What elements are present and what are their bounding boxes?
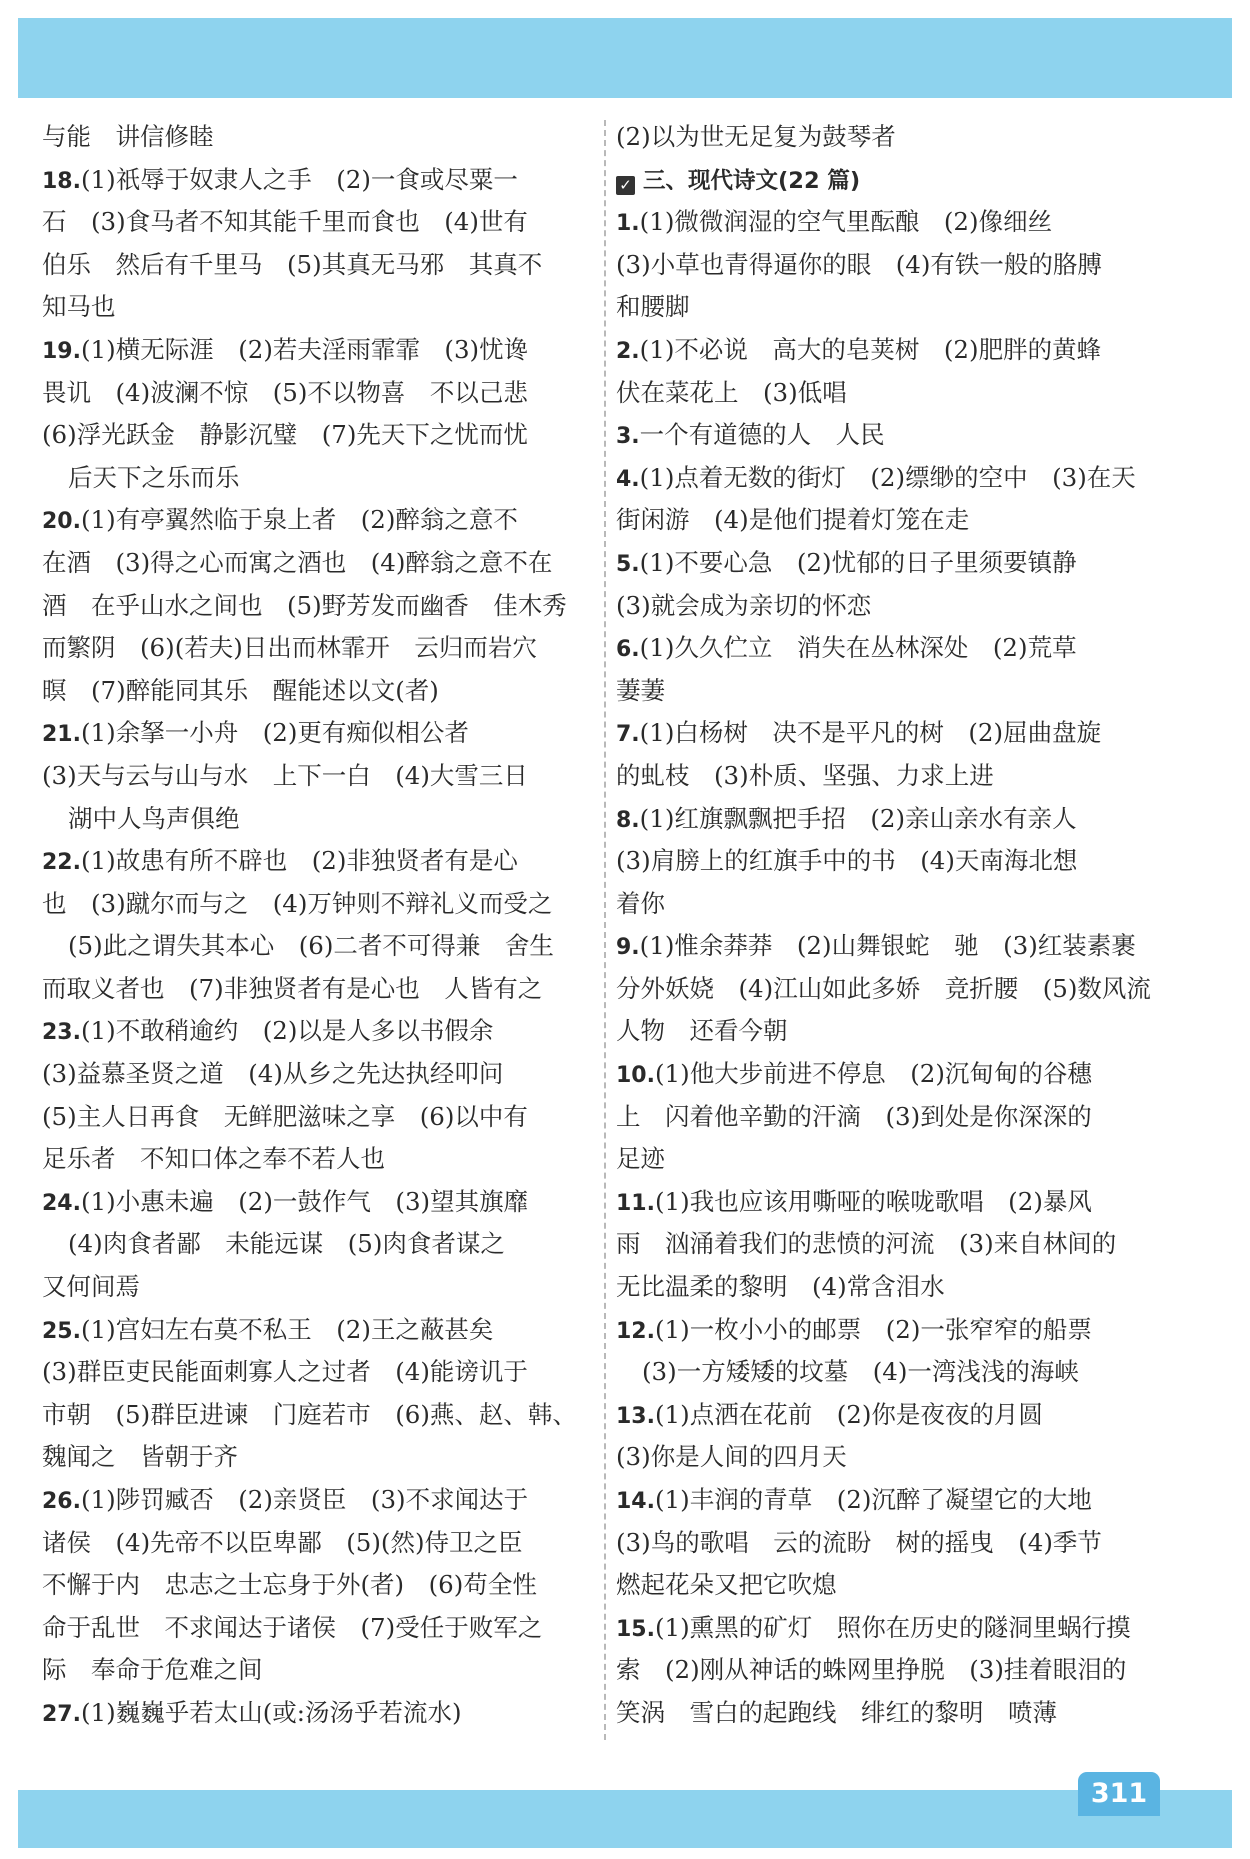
answer-line: (3)你是人间的四月天 <box>616 1442 847 1472</box>
answer-line: 命于乱世 不求闻达于诸侯 (7)受任于败军之 <box>42 1612 543 1642</box>
answer-text: (1)不要心急 (2)忧郁的日子里须要镇静 <box>639 547 1077 577</box>
answer-text: (1)惟余莽莽 (2)山舞银蛇 驰 (3)红装素裹 <box>639 931 1136 961</box>
answer-line: 石 (3)食马者不知其能千里而食也 (4)世有 <box>42 207 528 237</box>
item-number: 10. <box>616 1063 655 1089</box>
item-number: 19. <box>42 338 81 364</box>
answer-line: 湖中人鸟声俱绝 <box>68 803 240 833</box>
answer-line <box>42 840 594 883</box>
page-number: 311 <box>1078 1772 1160 1816</box>
answer-line <box>42 1181 594 1224</box>
item-number: 13. <box>616 1403 655 1429</box>
section-title: 三、现代诗文(22 篇) <box>643 167 861 194</box>
answer-line: (3)益慕圣贤之道 (4)从乡之先达执经叩问 <box>42 1059 504 1089</box>
answer-line: (3)鸟的歌唱 云的流盼 树的摇曳 (4)季节 <box>616 1527 1102 1557</box>
answer-line: 暝 (7)醉能同其乐 醒能述以文(者) <box>42 675 439 705</box>
answer-text: (1)横无际涯 (2)若夫淫雨霏霏 (3)忧谗 <box>80 334 529 364</box>
answer-text: (1)熏黑的矿灯 照你在历史的隧洞里蜗行摸 <box>654 1612 1131 1642</box>
answer-line <box>616 201 1168 244</box>
answer-line: 诸侯 (4)先帝不以臣卑鄙 (5)(然)侍卫之臣 <box>42 1527 523 1557</box>
item-number: 14. <box>616 1489 655 1514</box>
item-number: 9. <box>616 935 640 961</box>
answer-text: (1)祇辱于奴隶人之手 (2)一食或尽粟一 <box>80 164 518 194</box>
answer-line <box>616 414 1168 457</box>
item-number: 20. <box>42 509 81 535</box>
answer-line: 市朝 (5)群臣进谏 门庭若市 (6)燕、赵、韩、 <box>42 1399 577 1429</box>
answer-line: 索 (2)刚从神话的蛛网里挣脱 (3)挂着眼泪的 <box>616 1655 1127 1685</box>
answer-line <box>616 1309 1168 1352</box>
answer-line: (5)此之谓失其本心 (6)二者不可得兼 舍生 <box>68 931 554 961</box>
answer-line: (3)群臣吏民能面刺寡人之过者 (4)能谤讥于 <box>42 1357 528 1387</box>
item-number: 2. <box>616 338 640 364</box>
answer-text: (1)点洒在花前 (2)你是夜夜的月圆 <box>654 1399 1043 1429</box>
answer-line <box>42 1010 594 1053</box>
answer-line: 也 (3)蹴尔而与之 (4)万钟则不辩礼义而受之 <box>42 888 553 918</box>
answer-line: 分外妖娆 (4)江山如此多娇 竞折腰 (5)数风流 <box>616 973 1151 1003</box>
answer-text: (1)丰润的青草 (2)沉醉了凝望它的大地 <box>654 1485 1092 1514</box>
item-number: 21. <box>42 722 81 748</box>
answer-line <box>42 499 594 542</box>
section-heading <box>616 159 1168 202</box>
item-number: 26. <box>42 1489 81 1514</box>
header-band <box>18 18 1232 98</box>
answer-line: (3)肩膀上的红旗手中的书 (4)天南海北想 <box>616 846 1078 876</box>
item-number: 18. <box>42 168 81 194</box>
answer-line <box>616 329 1168 372</box>
answer-line: (3)天与云与山与水 上下一白 (4)大雪三日 <box>42 760 528 790</box>
answer-text: (1)故患有所不辟也 (2)非独贤者有是心 <box>80 846 518 876</box>
answer-text: (1)陟罚臧否 (2)亲贤臣 (3)不求闻达于 <box>80 1485 529 1514</box>
answer-line: 畏讥 (4)波澜不惊 (5)不以物喜 不以己悲 <box>42 377 528 407</box>
answer-line <box>616 542 1168 585</box>
answer-text: (1)一枚小小的邮票 (2)一张窄窄的船票 <box>654 1314 1092 1344</box>
right-column <box>616 116 1168 1735</box>
answer-line <box>616 1181 1168 1224</box>
answer-line: (2)以为世无足复为鼓琴者 <box>616 122 896 151</box>
answer-line <box>616 627 1168 670</box>
item-number: 24. <box>42 1190 81 1216</box>
answer-line: 后天下之乐而乐 <box>68 462 240 492</box>
left-column <box>42 116 594 1735</box>
answer-line: 不懈于内 忠志之士忘身于外(者) (6)苟全性 <box>42 1570 537 1600</box>
answer-line: 笑涡 雪白的起跑线 绯红的黎明 喷薄 <box>616 1697 1057 1727</box>
item-number: 4. <box>616 466 640 492</box>
item-number: 15. <box>616 1616 655 1642</box>
item-number: 23. <box>42 1020 81 1046</box>
answer-line: 雨 汹涌着我们的悲愤的河流 (3)来自林间的 <box>616 1229 1117 1259</box>
answer-line <box>616 712 1168 755</box>
answer-line <box>42 159 594 202</box>
item-number: 7. <box>616 722 640 748</box>
answer-text: (1)巍巍乎若太山(或:汤汤乎若流水) <box>80 1697 462 1727</box>
answer-line: 上 闪着他辛勤的汗滴 (3)到处是你深深的 <box>616 1101 1092 1131</box>
answer-line: 而取义者也 (7)非独贤者有是心也 人皆有之 <box>42 973 543 1003</box>
answer-line: (3)就会成为亲切的怀恋 <box>616 590 872 620</box>
checkbox-icon: ✓ <box>616 176 635 195</box>
answer-text: (1)有亭翼然临于泉上者 (2)醉翁之意不 <box>80 505 518 535</box>
answer-line: 魏闻之 皆朝于齐 <box>42 1442 238 1472</box>
answer-line <box>616 1394 1168 1437</box>
answer-text: (1)宫妇左右莫不私王 (2)王之蔽甚矣 <box>80 1314 494 1344</box>
answer-line: (4)肉食者鄙 未能远谋 (5)肉食者谋之 <box>68 1229 505 1259</box>
answer-line: 和腰脚 <box>616 292 690 322</box>
answer-text: (1)不敢稍逾约 (2)以是人多以书假余 <box>80 1016 494 1046</box>
item-number: 1. <box>616 211 640 237</box>
answer-line <box>616 457 1168 500</box>
answer-line <box>616 925 1168 968</box>
answer-line <box>616 1607 1168 1650</box>
item-number: 27. <box>42 1701 81 1727</box>
answer-line: 无比温柔的黎明 (4)常含泪水 <box>616 1272 945 1302</box>
answer-text: (1)不必说 高大的皂荚树 (2)肥胖的黄蜂 <box>639 334 1102 364</box>
answer-line: 酒 在乎山水之间也 (5)野芳发而幽香 佳木秀 <box>42 590 567 620</box>
answer-line <box>616 1479 1168 1522</box>
answer-line <box>42 1309 594 1352</box>
answer-line <box>616 798 1168 841</box>
answer-text: (1)微微润湿的空气里酝酿 (2)像细丝 <box>639 207 1053 237</box>
answer-line: 与能 讲信修睦 <box>42 122 214 151</box>
answer-line <box>42 1479 594 1522</box>
item-number: 5. <box>616 551 640 577</box>
answer-line: 萋萋 <box>616 675 665 705</box>
item-number: 22. <box>42 850 81 876</box>
answer-line: 伏在菜花上 (3)低唱 <box>616 377 847 407</box>
item-number: 3. <box>616 424 640 450</box>
answer-line <box>42 329 594 372</box>
answer-line: 在酒 (3)得之心而寓之酒也 (4)醉翁之意不在 <box>42 547 553 577</box>
answer-line: (3)小草也青得逼你的眼 (4)有铁一般的胳膊 <box>616 249 1102 279</box>
answer-text: (1)他大步前进不停息 (2)沉甸甸的谷穗 <box>654 1059 1092 1089</box>
answer-line: 知马也 <box>42 292 116 322</box>
answer-line: 际 奉命于危难之间 <box>42 1655 263 1685</box>
answer-line: 着你 <box>616 888 665 918</box>
answer-line: 燃起花朵又把它吹熄 <box>616 1570 837 1600</box>
answer-line: 伯乐 然后有千里马 (5)其真无马邪 其真不 <box>42 249 543 279</box>
answer-line: 而繁阴 (6)(若夫)日出而林霏开 云归而岩穴 <box>42 633 537 663</box>
answer-line <box>616 1053 1168 1096</box>
answer-line: 人物 还看今朝 <box>616 1016 788 1046</box>
item-number: 11. <box>616 1190 655 1216</box>
answer-text: (1)余拏一小舟 (2)更有痴似相公者 <box>80 718 469 748</box>
footer-band <box>18 1790 1232 1848</box>
item-number: 8. <box>616 807 640 833</box>
answer-line: 又何间焉 <box>42 1272 140 1302</box>
answer-text: (1)我也应该用嘶哑的喉咙歌唱 (2)暴风 <box>654 1186 1092 1216</box>
answer-line: 足乐者 不知口体之奉不若人也 <box>42 1144 385 1174</box>
answer-line: (6)浮光跃金 静影沉璧 (7)先天下之忧而忧 <box>42 420 528 450</box>
column-divider <box>604 120 606 1740</box>
answer-line: 足迹 <box>616 1144 665 1174</box>
item-number: 25. <box>42 1318 81 1344</box>
answer-text: (1)久久伫立 消失在丛林深处 (2)荒草 <box>639 633 1077 663</box>
item-number: 6. <box>616 637 640 663</box>
answer-text: (1)白杨树 决不是平凡的树 (2)屈曲盘旋 <box>639 718 1102 748</box>
answer-text: (1)点着无数的街灯 (2)缥缈的空中 (3)在天 <box>639 462 1136 492</box>
answer-line: 街闲游 (4)是他们提着灯笼在走 <box>616 505 970 535</box>
answer-line: (3)一方矮矮的坟墓 (4)一湾浅浅的海峡 <box>642 1357 1079 1387</box>
answer-line <box>42 1692 594 1735</box>
answer-text: (1)小惠未遍 (2)一鼓作气 (3)望其旗靡 <box>80 1186 529 1216</box>
answer-line: 的虬枝 (3)朴质、坚强、力求上进 <box>616 760 994 790</box>
item-number: 12. <box>616 1318 655 1344</box>
answer-text: 一个有道德的人 人民 <box>639 420 885 450</box>
answer-text: (1)红旗飘飘把手招 (2)亲山亲水有亲人 <box>639 803 1077 833</box>
answer-line <box>42 712 594 755</box>
answer-line: (5)主人日再食 无鲜肥滋味之享 (6)以中有 <box>42 1101 528 1131</box>
